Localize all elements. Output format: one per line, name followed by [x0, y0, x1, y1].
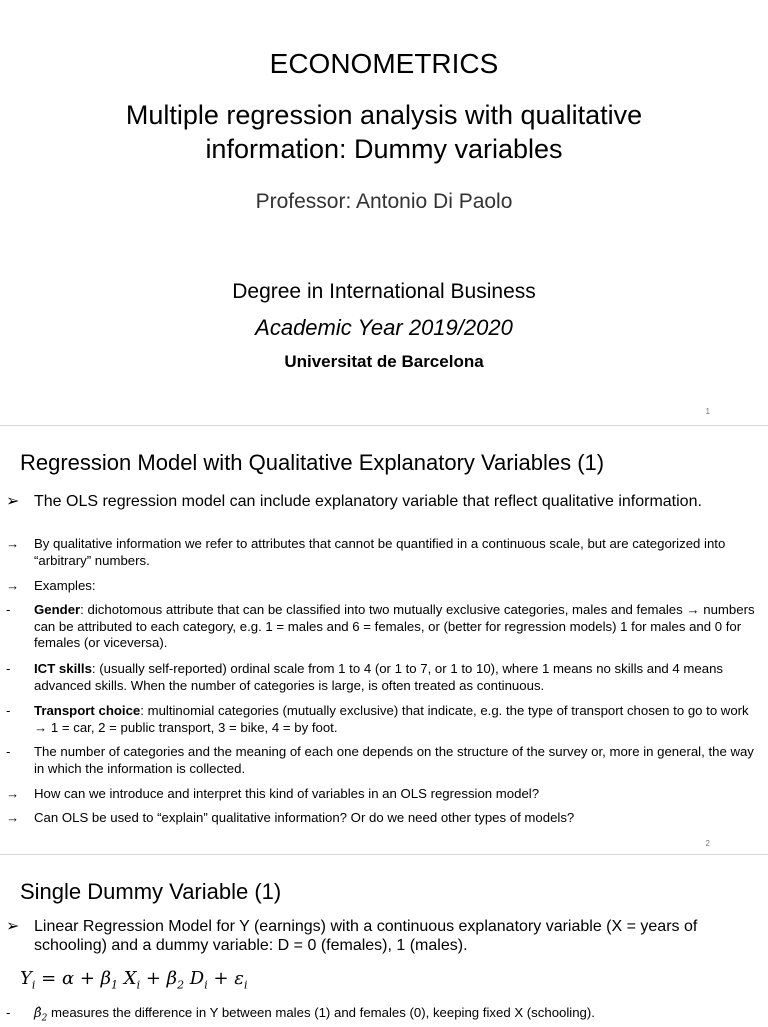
gender-text-1: : dichotomous attribute that can be classified into two mutually exclusive categories, males and females — [80, 602, 683, 617]
ict-text: : (usually self-reported) ordinal scale from 1 to 4 (or 1 to 7, or 1 to 10), where 1 means no skills and 4 means advanced skills. When the number of categories is large, is often treated as continuous. — [34, 661, 724, 693]
beta-hat-symbol: $\betâ_2$ — [34, 1006, 48, 1024]
chevron-bullet-icon: ➢ — [6, 918, 20, 935]
dash-bullet: - — [6, 744, 11, 759]
intro-text: Linear Regression Model for Y (earnings) with a continuous explanatory variable (X = years of schooling) and a dummy variable: D = 0 (females), 1 (males). — [34, 918, 698, 954]
slide-subtitle — [0, 98, 768, 166]
subtitle-line-1: Multiple regression analysis with qualitative — [125, 100, 643, 130]
examples-text: Examples: — [34, 578, 96, 593]
arrow-icon: → — [34, 719, 48, 735]
gender-term: Gender — [34, 602, 81, 617]
example-transport — [6, 703, 759, 736]
example-gender — [6, 602, 759, 652]
regression-formula — [20, 968, 247, 992]
title-slide — [0, 0, 768, 426]
examples-label — [6, 578, 759, 595]
dash-bullet: - — [6, 703, 11, 718]
academic-year: Academic Year 2019/2020 — [255, 315, 513, 340]
chevron-bullet-icon: ➢ — [6, 493, 20, 510]
question-2 — [6, 810, 759, 827]
arrow-icon: → — [6, 786, 20, 801]
content-slide-single-dummy — [0, 855, 768, 1024]
slide-heading: Regression Model with Qualitative Explanatory Variables (1) — [20, 450, 605, 475]
degree-name: Degree in International Business — [232, 280, 536, 303]
gender-text-2: numbers can be attributed to each category, e.g. 1 = males and 6 = females, or (better for regression models) 1 for males and 0 for females (or viceversa). — [34, 602, 755, 650]
question-1-text: How can we introduce and interpret this kind of variables in an OLS regression model? — [34, 786, 540, 801]
arrow-icon: → — [686, 602, 700, 617]
transport-text-1: : multinomial categories (mutually exclusive) that indicate, e.g. the type of transport chosen to go to work — [140, 703, 749, 718]
transport-term: Transport choice — [34, 703, 141, 718]
question-1 — [6, 786, 759, 803]
content-slide-qualitative-variables — [0, 426, 768, 855]
example-ict-skills — [6, 661, 759, 694]
categories-text: The number of categories and the meaning of each one depends on the structure of the survey or, more in general, the way in which the information is collected. — [34, 744, 754, 776]
beta2-text: measures the difference in Y between males (1) and females (0), keeping fixed X (schooling). — [51, 1005, 595, 1020]
dash-bullet: - — [6, 602, 11, 617]
arrow-icon: → — [6, 810, 20, 825]
transport-text-2: 1 = car, 2 = public transport, 3 = bike, 4 = by foot. — [50, 719, 338, 735]
dash-bullet: - — [6, 1005, 11, 1020]
page-number: 2 — [705, 839, 710, 848]
intro-paragraph — [6, 492, 759, 511]
arrow-icon: → — [6, 536, 20, 551]
university-name: Universitat de Barcelona — [284, 352, 484, 371]
question-2-text: Can OLS be used to “explain” qualitative information? Or do we need other types of models? — [34, 810, 575, 825]
definition-text: By qualitative information we refer to attributes that cannot be quantified in a continuous scale, but are categorized into “arbitrary” numbers. — [34, 536, 726, 568]
intro-text: The OLS regression model can include explanatory variable that reflect qualitative information. — [34, 493, 702, 510]
example-categories — [6, 744, 759, 777]
page-number: 1 — [705, 407, 710, 416]
intro-paragraph — [6, 917, 759, 955]
slide-heading: Single Dummy Variable (1) — [20, 879, 282, 904]
definition-paragraph — [6, 536, 759, 569]
ict-term: ICT skills — [34, 661, 92, 676]
slide-title: ECONOMETRICS — [269, 48, 499, 79]
subtitle-line-2: information: Dummy variables — [205, 134, 563, 164]
professor-name: Professor: Antonio Di Paolo — [255, 190, 513, 213]
formula-text: $Y_i = \alpha + \beta_1$ $X_i + \beta_2$ $D_i + \varepsilon_i$ — [20, 968, 248, 992]
dash-bullet: - — [6, 661, 11, 676]
arrow-icon: → — [6, 578, 20, 593]
